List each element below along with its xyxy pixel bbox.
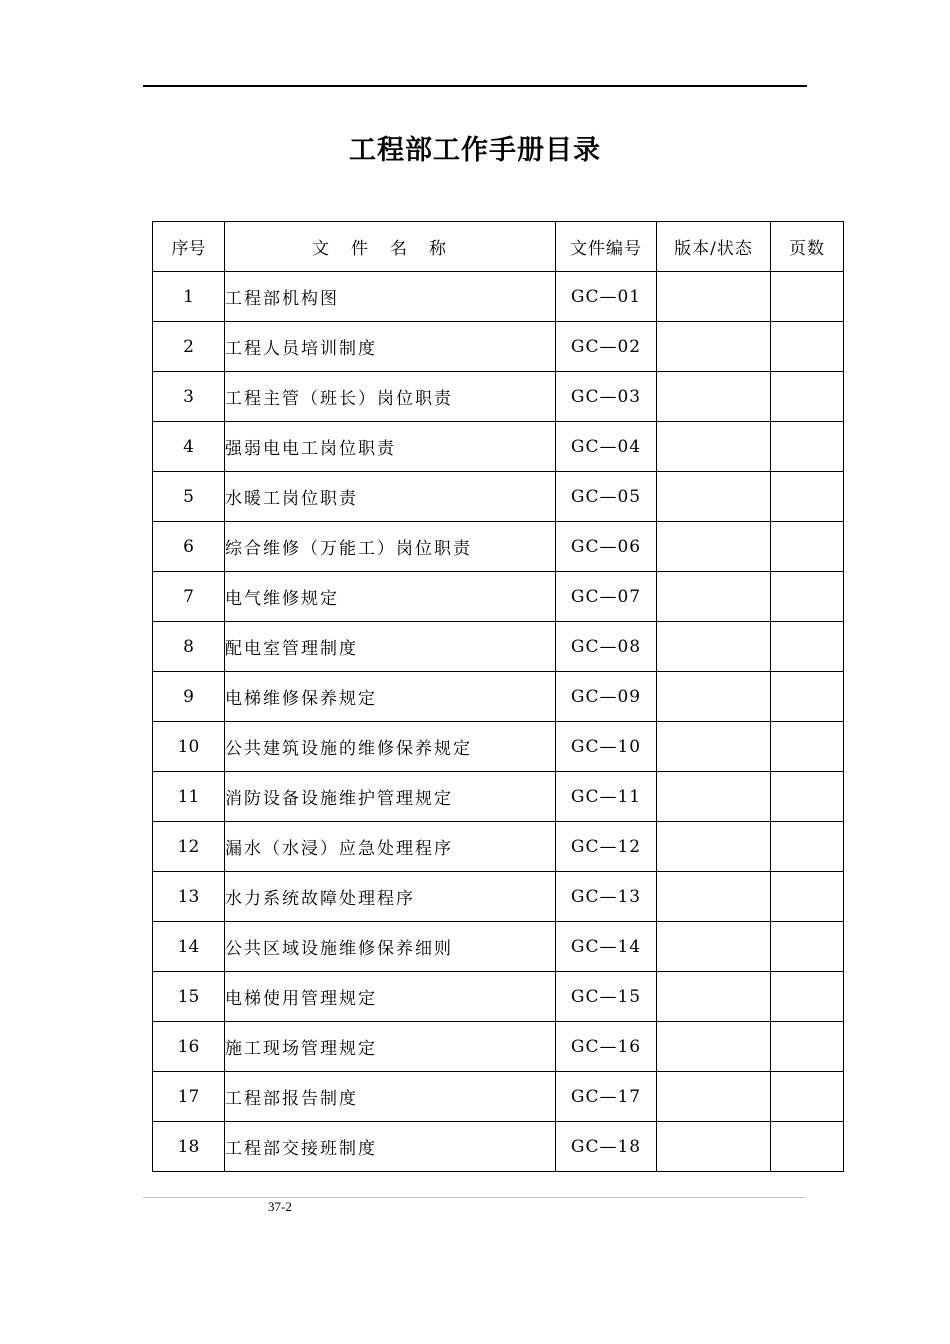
row-version-status [657, 572, 771, 622]
row-document-name: 强弱电电工岗位职责 [225, 422, 556, 472]
table-row [153, 772, 844, 822]
table-row [153, 622, 844, 672]
table-row [153, 922, 844, 972]
row-pages [771, 322, 844, 372]
table-row [153, 1022, 844, 1072]
row-no: 4 [153, 422, 225, 472]
row-document-code: GC—17 [556, 1072, 657, 1122]
row-no: 10 [153, 722, 225, 772]
row-no: 7 [153, 572, 225, 622]
row-pages [771, 1022, 844, 1072]
row-version-status [657, 622, 771, 672]
row-document-code: GC—05 [556, 472, 657, 522]
row-no: 8 [153, 622, 225, 672]
row-document-code: GC—13 [556, 872, 657, 922]
row-document-name: 消防设备设施维护管理规定 [225, 772, 556, 822]
row-version-status [657, 472, 771, 522]
row-document-name: 水力系统故障处理程序 [225, 872, 556, 922]
row-version-status [657, 872, 771, 922]
row-no: 1 [153, 272, 225, 322]
table-row [153, 422, 844, 472]
row-no: 17 [153, 1072, 225, 1122]
table-body [153, 272, 844, 1172]
row-document-code: GC—09 [556, 672, 657, 722]
row-pages [771, 272, 844, 322]
row-pages [771, 572, 844, 622]
row-pages [771, 722, 844, 772]
row-version-status [657, 322, 771, 372]
row-version-status [657, 772, 771, 822]
table-row [153, 722, 844, 772]
row-document-code: GC—04 [556, 422, 657, 472]
row-pages [771, 672, 844, 722]
row-version-status [657, 272, 771, 322]
row-document-name: 漏水（水浸）应急处理程序 [225, 822, 556, 872]
table-row [153, 822, 844, 872]
row-document-name: 施工现场管理规定 [225, 1022, 556, 1072]
row-document-name: 综合维修（万能工）岗位职责 [225, 522, 556, 572]
header-pages: 页数 [771, 222, 844, 272]
row-document-name: 公共区域设施维修保养细则 [225, 922, 556, 972]
row-no: 16 [153, 1022, 225, 1072]
header-rule [143, 85, 807, 87]
row-pages [771, 772, 844, 822]
row-document-name: 电梯维修保养规定 [225, 672, 556, 722]
row-version-status [657, 972, 771, 1022]
row-version-status [657, 822, 771, 872]
table-row [153, 472, 844, 522]
table-row [153, 872, 844, 922]
row-version-status [657, 522, 771, 572]
table-of-contents [152, 221, 844, 1172]
footer-rule [143, 1197, 805, 1198]
row-no: 3 [153, 372, 225, 422]
row-no: 5 [153, 472, 225, 522]
row-document-name: 电梯使用管理规定 [225, 972, 556, 1022]
row-pages [771, 922, 844, 972]
row-pages [771, 472, 844, 522]
header-name: 文件名称 [225, 222, 556, 272]
row-document-name: 工程主管（班长）岗位职责 [225, 372, 556, 422]
row-version-status [657, 922, 771, 972]
row-no: 6 [153, 522, 225, 572]
row-no: 13 [153, 872, 225, 922]
row-pages [771, 422, 844, 472]
row-pages [771, 972, 844, 1022]
row-no: 15 [153, 972, 225, 1022]
row-version-status [657, 422, 771, 472]
row-version-status [657, 1072, 771, 1122]
row-pages [771, 872, 844, 922]
table-row [153, 972, 844, 1022]
row-document-name: 电气维修规定 [225, 572, 556, 622]
header-version-status: 版本/状态 [657, 222, 771, 272]
row-document-name: 公共建筑设施的维修保养规定 [225, 722, 556, 772]
row-no: 9 [153, 672, 225, 722]
row-pages [771, 1122, 844, 1172]
table-row [153, 1122, 844, 1172]
row-document-code: GC—14 [556, 922, 657, 972]
table-row [153, 572, 844, 622]
row-version-status [657, 672, 771, 722]
row-no: 12 [153, 822, 225, 872]
row-pages [771, 522, 844, 572]
table-row [153, 522, 844, 572]
row-document-code: GC—10 [556, 722, 657, 772]
table-row [153, 1072, 844, 1122]
row-document-name: 工程人员培训制度 [225, 322, 556, 372]
row-no: 18 [153, 1122, 225, 1172]
row-document-code: GC—15 [556, 972, 657, 1022]
row-version-status [657, 1022, 771, 1072]
row-pages [771, 622, 844, 672]
row-no: 14 [153, 922, 225, 972]
header-no: 序号 [153, 222, 225, 272]
row-document-code: GC—02 [556, 322, 657, 372]
row-document-code: GC—11 [556, 772, 657, 822]
row-document-name: 水暖工岗位职责 [225, 472, 556, 522]
row-document-code: GC—16 [556, 1022, 657, 1072]
table-row [153, 672, 844, 722]
table-row [153, 322, 844, 372]
row-version-status [657, 722, 771, 772]
header-code: 文件编号 [556, 222, 657, 272]
table-row [153, 272, 844, 322]
row-pages [771, 372, 844, 422]
row-pages [771, 1072, 844, 1122]
table-header-row [153, 222, 844, 272]
document-title: 工程部工作手册目录 [349, 135, 601, 166]
row-version-status [657, 1122, 771, 1172]
row-version-status [657, 372, 771, 422]
row-document-code: GC—08 [556, 622, 657, 672]
row-document-name: 工程部机构图 [225, 272, 556, 322]
row-document-code: GC—01 [556, 272, 657, 322]
row-pages [771, 822, 844, 872]
row-document-code: GC—03 [556, 372, 657, 422]
row-document-code: GC—18 [556, 1122, 657, 1172]
row-document-name: 工程部交接班制度 [225, 1122, 556, 1172]
table-row [153, 372, 844, 422]
row-no: 11 [153, 772, 225, 822]
row-no: 2 [153, 322, 225, 372]
row-document-name: 配电室管理制度 [225, 622, 556, 672]
row-document-name: 工程部报告制度 [225, 1072, 556, 1122]
page-number: 37-2 [268, 1199, 292, 1214]
row-document-code: GC—07 [556, 572, 657, 622]
row-document-code: GC—12 [556, 822, 657, 872]
row-document-code: GC—06 [556, 522, 657, 572]
